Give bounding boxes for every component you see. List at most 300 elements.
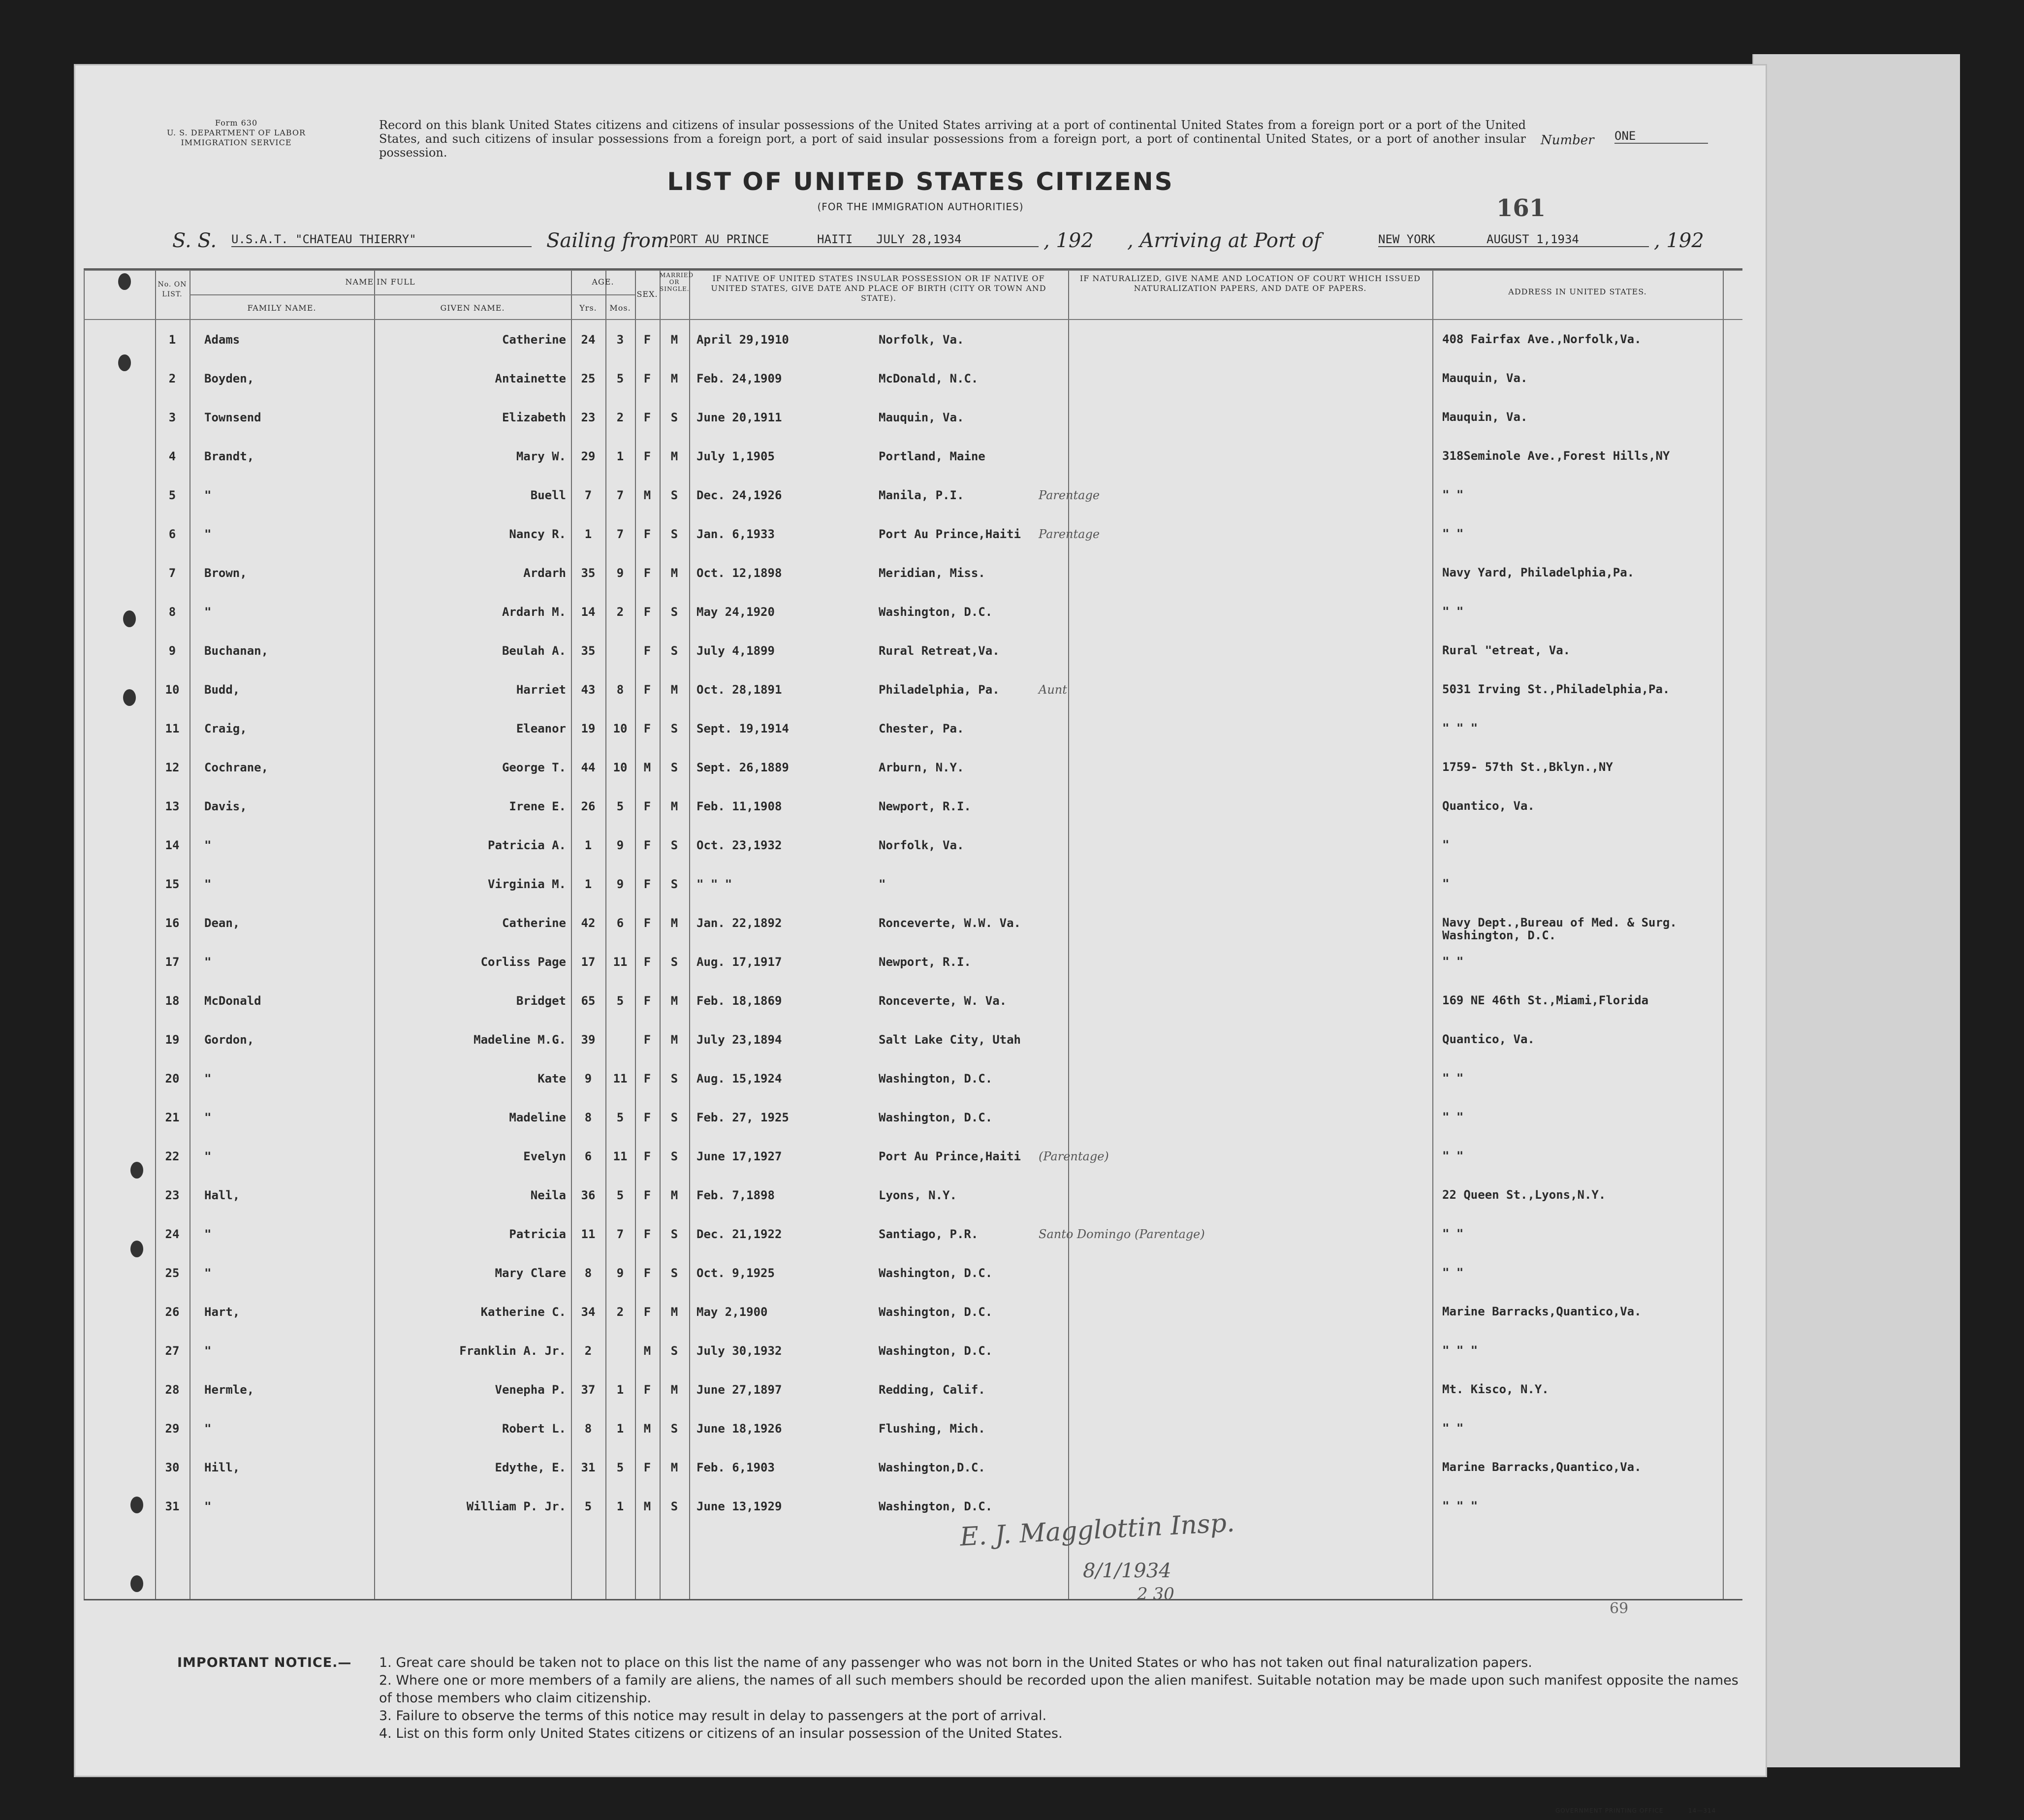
header-mos: Mos. [609, 303, 631, 313]
page-title: LIST OF UNITED STATES CITIZENS [667, 167, 1174, 196]
row-number: 1 [168, 333, 176, 347]
notice-item-3: 3. Failure to observe the terms of this notice may result in delay to passengers at the port of arrival. [379, 1708, 1047, 1724]
table-row [84, 1296, 1742, 1334]
family-name: Hall, [204, 1188, 240, 1202]
table-row [84, 1102, 1742, 1139]
given-name: Bridget [516, 994, 566, 1008]
sex: F [643, 566, 651, 580]
given-name: Eleanor [516, 722, 566, 735]
family-name: " [204, 1111, 212, 1124]
family-name: " [204, 877, 212, 891]
table-row [84, 402, 1742, 439]
married-status: M [670, 916, 678, 930]
age-years: 11 [581, 1227, 596, 1241]
birth-date: June 27,1897 [696, 1383, 782, 1397]
table-row [84, 752, 1742, 789]
row-number: 4 [168, 449, 176, 463]
married-status: S [670, 1072, 678, 1086]
given-name: Catherine [502, 916, 566, 930]
age-months: 5 [616, 1461, 624, 1474]
birth-place: Washington, D.C. [879, 1072, 993, 1086]
family-name: Gordon, [204, 1033, 254, 1047]
ship-name: U.S.A.T. "CHATEAU THIERRY" [231, 232, 532, 247]
row-number: 18 [165, 994, 180, 1008]
sex: F [643, 1188, 651, 1202]
age-months: 3 [616, 333, 624, 347]
sex: M [643, 488, 651, 502]
age-years: 36 [581, 1188, 596, 1202]
age-years: 8 [584, 1266, 592, 1280]
row-number: 26 [165, 1305, 180, 1319]
binder-hole [118, 273, 131, 290]
given-name: Mary Clare [495, 1266, 566, 1280]
to-port: NEW YORK [1378, 232, 1486, 247]
age-years: 35 [581, 644, 596, 658]
table-row [84, 1141, 1742, 1178]
family-name: " [204, 1149, 212, 1163]
row-number: 7 [168, 566, 176, 580]
age-years: 17 [581, 955, 596, 969]
binder-hole [130, 1497, 143, 1513]
married-status: S [670, 411, 678, 424]
ss-label: S. S. [172, 229, 217, 252]
birth-date: April 29,1910 [696, 333, 789, 347]
birth-date: " " " [696, 877, 732, 891]
age-months: 11 [613, 1072, 628, 1086]
table-row [84, 1374, 1742, 1411]
family-name: Davis, [204, 799, 247, 813]
sailing-label: Sailing from [546, 229, 669, 252]
birth-date: Jan. 22,1892 [696, 916, 782, 930]
birth-place: " [879, 877, 886, 891]
sex: F [643, 644, 651, 658]
sex: F [643, 838, 651, 852]
family-name: Hart, [204, 1305, 240, 1319]
age-months: 9 [616, 877, 624, 891]
birth-place: Newport, R.I. [879, 799, 971, 813]
passenger-table [84, 268, 1742, 1604]
family-name: " [204, 1072, 212, 1086]
table-row [84, 907, 1742, 945]
corner-mark: 69 [1610, 1600, 1629, 1617]
age-months: 10 [613, 722, 628, 735]
table-row [84, 324, 1742, 361]
address: " " [1442, 1149, 1464, 1163]
age-years: 43 [581, 683, 596, 697]
header-age: AGE. [592, 277, 614, 287]
married-status: M [670, 449, 678, 463]
birth-place: Washington, D.C. [879, 1305, 993, 1319]
row-number: 12 [165, 761, 180, 774]
age-years: 35 [581, 566, 596, 580]
binder-hole [123, 689, 136, 706]
address: Rural "etreat, Va. [1442, 643, 1571, 657]
married-status: S [670, 1149, 678, 1163]
row-number: 30 [165, 1461, 180, 1474]
age-months: 5 [616, 994, 624, 1008]
form-code: 14—314 [1688, 1807, 1716, 1814]
given-name: Ardarh M. [502, 605, 566, 619]
age-years: 14 [581, 605, 596, 619]
married-status: M [670, 683, 678, 697]
row-number: 24 [165, 1227, 180, 1241]
row-number: 17 [165, 955, 180, 969]
handwritten-note: (Parentage) [1039, 1149, 1109, 1163]
given-name: Franklin A. Jr. [459, 1344, 566, 1358]
birth-date: May 24,1920 [696, 605, 775, 619]
row-number: 29 [165, 1422, 180, 1436]
given-name: Catherine [502, 333, 566, 347]
age-years: 42 [581, 916, 596, 930]
address: Marine Barracks,Quantico,Va. [1442, 1460, 1642, 1474]
married-status: S [670, 955, 678, 969]
sex: M [643, 761, 651, 774]
birth-date: Jan. 6,1933 [696, 527, 775, 541]
birth-date: June 18,1926 [696, 1422, 782, 1436]
married-status: S [670, 1266, 678, 1280]
address: " " [1442, 1421, 1464, 1435]
manifest-page [74, 64, 1767, 1814]
age-years: 39 [581, 1033, 596, 1047]
married-status: S [670, 877, 678, 891]
notice-item-2: 2. Where one or more members of a family are aliens, the names of all such members should be recorded upon the alien manifest. Suitable notation may be made upon such manifest opposite the names of those members who claim citizenship. [379, 1673, 1739, 1706]
row-number: 28 [165, 1383, 180, 1397]
address: " " [1442, 1266, 1464, 1279]
address: 22 Queen St.,Lyons,N.Y. [1442, 1188, 1606, 1202]
married-status: M [670, 372, 678, 385]
married-status: S [670, 722, 678, 735]
age-months: 1 [616, 449, 624, 463]
sex: F [643, 333, 651, 347]
age-years: 31 [581, 1461, 596, 1474]
given-name: Patricia [509, 1227, 566, 1241]
row-number: 13 [165, 799, 180, 813]
age-years: 1 [584, 838, 592, 852]
given-name: Antainette [495, 372, 566, 385]
important-notice [177, 1654, 1742, 1814]
table-row [84, 1257, 1742, 1295]
number-value: ONE [1614, 129, 1708, 144]
age-months: 10 [613, 761, 628, 774]
birth-place: Rural Retreat,Va. [879, 644, 1000, 658]
address: Quantico, Va. [1442, 799, 1535, 813]
row-number: 9 [168, 644, 176, 658]
married-status: S [670, 1344, 678, 1358]
sex: F [643, 994, 651, 1008]
row-number: 2 [168, 372, 176, 385]
birth-place: Norfolk, Va. [879, 838, 964, 852]
age-years: 26 [581, 799, 596, 813]
age-years: 2 [584, 1344, 592, 1358]
given-name: Neila [530, 1188, 566, 1202]
address: 1759- 57th St.,Bklyn.,NY [1442, 760, 1613, 774]
table-row [84, 791, 1742, 828]
table-row [84, 674, 1742, 711]
birth-place: Lyons, N.Y. [879, 1188, 957, 1202]
table-row [84, 868, 1742, 906]
address: " " [1442, 527, 1464, 541]
birth-place: Port Au Prince,Haiti [879, 1149, 1021, 1163]
sex: F [643, 411, 651, 424]
address: " " " [1442, 721, 1478, 735]
age-months: 9 [616, 1266, 624, 1280]
table-row [84, 518, 1742, 556]
family-name: Brandt, [204, 449, 254, 463]
birth-place: Washington,D.C. [879, 1461, 985, 1474]
age-years: 65 [581, 994, 596, 1008]
form-id: Form 630 [215, 118, 258, 128]
married-status: S [670, 605, 678, 619]
birth-date: May 2,1900 [696, 1305, 768, 1319]
age-years: 6 [584, 1149, 592, 1163]
married-status: M [670, 799, 678, 813]
age-months: 6 [616, 916, 624, 930]
header-married-or-single: MARRIED OR SINGLE. [660, 272, 694, 292]
table-row [84, 830, 1742, 867]
form-dept: U. S. DEPARTMENT OF LABOR [166, 128, 306, 137]
birth-place: Manila, P.I. [879, 488, 964, 502]
married-status: S [670, 644, 678, 658]
birth-place: Flushing, Mich. [879, 1422, 985, 1436]
married-status: M [670, 566, 678, 580]
birth-place: Washington, D.C. [879, 605, 993, 619]
birth-place: McDonald, N.C. [879, 372, 979, 385]
inspector-signature: E. J. Magglottin Insp. [959, 1508, 1235, 1552]
age-years: 1 [584, 877, 592, 891]
sex: F [643, 372, 651, 385]
age-years: 37 [581, 1383, 596, 1397]
address: 408 Fairfax Ave.,Norfolk,Va. [1442, 332, 1642, 346]
sex: F [643, 1111, 651, 1124]
birth-date: July 30,1932 [696, 1344, 782, 1358]
given-name: Robert L. [502, 1422, 566, 1436]
given-name: Venepha P. [495, 1383, 566, 1397]
given-name: Virginia M. [488, 877, 566, 891]
sex: F [643, 877, 651, 891]
age-months: 2 [616, 605, 624, 619]
family-name: " [204, 838, 212, 852]
family-name: Hill, [204, 1461, 240, 1474]
sex: F [643, 955, 651, 969]
given-name: Nancy R. [509, 527, 566, 541]
sex: F [643, 1305, 651, 1319]
sex: F [643, 1072, 651, 1086]
header-given-name: GIVEN NAME. [440, 303, 505, 313]
family-name: " [204, 1227, 212, 1241]
age-years: 9 [584, 1072, 592, 1086]
address: " " " [1442, 1499, 1478, 1513]
age-months: 8 [616, 683, 624, 697]
birth-place: Philadelphia, Pa. [879, 683, 1000, 697]
year-field-1: , 192 [1044, 229, 1094, 252]
binder-hole [130, 1162, 143, 1179]
table-row [84, 1413, 1742, 1450]
header-name-in-full: NAME IN FULL [345, 277, 415, 287]
from-date: JULY 28,1934 [876, 232, 1039, 247]
sex: M [643, 1344, 651, 1358]
sex: M [643, 1500, 651, 1513]
address: Mauquin, Va. [1442, 410, 1528, 424]
address: " [1442, 838, 1450, 852]
family-name: Buchanan, [204, 644, 269, 658]
age-years: 25 [581, 372, 596, 385]
birth-date: Feb. 27, 1925 [696, 1111, 789, 1124]
given-name: Patricia A. [488, 838, 566, 852]
signature-time: 2 30 [1137, 1584, 1174, 1604]
handwritten-note: Parentage [1039, 488, 1100, 502]
table-row [84, 363, 1742, 400]
age-years: 8 [584, 1422, 592, 1436]
birth-place: Redding, Calif. [879, 1383, 985, 1397]
form-header [133, 118, 340, 148]
birth-place: Portland, Maine [879, 449, 985, 463]
address: " " [1442, 1227, 1464, 1241]
address: " " [1442, 1071, 1464, 1085]
family-name: " [204, 1344, 212, 1358]
sex: F [643, 449, 651, 463]
birth-date: June 17,1927 [696, 1149, 782, 1163]
from-country: HAITI [817, 232, 876, 247]
row-number: 22 [165, 1149, 180, 1163]
address: Quantico, Va. [1442, 1032, 1535, 1046]
notice-item-1: 1. Great care should be taken not to place on this list the name of any passenger who was not born in the United States or who has not taken out final naturalization papers. [379, 1655, 1532, 1670]
handwritten-note: Santo Domingo (Parentage) [1039, 1227, 1205, 1241]
table-row [84, 1180, 1742, 1217]
married-status: S [670, 1422, 678, 1436]
family-name: " [204, 488, 212, 502]
family-name: " [204, 1422, 212, 1436]
birth-place: Santiago, P.R. [879, 1227, 979, 1241]
married-status: S [670, 527, 678, 541]
row-number: 27 [165, 1344, 180, 1358]
married-status: S [670, 761, 678, 774]
address: " " [1442, 488, 1464, 502]
age-months: 7 [616, 488, 624, 502]
header-naturalized: IF NATURALIZED, GIVE NAME AND LOCATION OF COURT WHICH ISSUED NATURALIZATION PAPERS, AND DATE OF PAPERS. [1079, 274, 1421, 293]
birth-date: June 13,1929 [696, 1500, 782, 1513]
married-status: S [670, 488, 678, 502]
age-months: 5 [616, 1188, 624, 1202]
table-row [84, 985, 1742, 1022]
address: Navy Yard, Philadelphia,Pa. [1442, 566, 1635, 579]
year-field-2: , 192 [1654, 229, 1704, 252]
address: " [1442, 877, 1450, 891]
birth-place: Washington, D.C. [879, 1344, 993, 1358]
page-stamp: 161 [1496, 194, 1546, 222]
family-name: Craig, [204, 722, 247, 735]
married-status: S [670, 1111, 678, 1124]
age-months: 11 [613, 955, 628, 969]
age-years: 24 [581, 333, 596, 347]
sex: F [643, 1033, 651, 1047]
table-row [84, 1452, 1742, 1489]
handwritten-note: Parentage [1039, 527, 1100, 541]
sex: F [643, 722, 651, 735]
given-name: Elizabeth [502, 411, 566, 424]
family-name: Adams [204, 333, 240, 347]
row-number: 23 [165, 1188, 180, 1202]
given-name: Harriet [516, 683, 566, 697]
age-years: 1 [584, 527, 592, 541]
record-instructions: Record on this blank United States citizens and citizens of insular possessions of the United States arriving at a port of continental United States from a foreign port or a port of the United States, and such citizens of insular possessions from a foreign port, a port of said insular possessions from a foreign port, a port of continental United States, or a port of another insular possession. [379, 118, 1526, 160]
birth-place: Newport, R.I. [879, 955, 971, 969]
family-name: " [204, 1266, 212, 1280]
age-years: 19 [581, 722, 596, 735]
married-status: M [670, 1461, 678, 1474]
header-family-name: FAMILY NAME. [247, 303, 316, 313]
sex: F [643, 799, 651, 813]
handwritten-note: Aunt [1039, 683, 1067, 697]
table-row [84, 479, 1742, 517]
binder-hole [130, 1241, 143, 1257]
address: " " [1442, 955, 1464, 968]
address: Mauquin, Va. [1442, 371, 1528, 385]
birth-date: Feb. 24,1909 [696, 372, 782, 385]
birth-date: Feb. 7,1898 [696, 1188, 775, 1202]
married-status: M [670, 1383, 678, 1397]
family-name: Hermle, [204, 1383, 254, 1397]
sex: F [643, 683, 651, 697]
row-number: 10 [165, 683, 180, 697]
binder-hole [130, 1575, 143, 1592]
sex: F [643, 527, 651, 541]
birth-place: Chester, Pa. [879, 722, 964, 735]
birth-place: Ronceverte, W.W. Va. [879, 916, 1021, 930]
given-name: George T. [502, 761, 566, 774]
address: " " [1442, 1110, 1464, 1124]
given-name: Ardarh [523, 566, 566, 580]
notice-item-4: 4. List on this form only United States citizens or citizens of an insular possession of the United States. [379, 1726, 1063, 1741]
married-status: M [670, 1033, 678, 1047]
back-sheet [1752, 54, 1960, 1767]
birth-place: Washington, D.C. [879, 1266, 993, 1280]
age-months: 1 [616, 1422, 624, 1436]
given-name: Madeline M.G. [474, 1033, 566, 1047]
voyage-line [172, 226, 1747, 256]
given-name: Madeline [509, 1111, 566, 1124]
birth-place: Norfolk, Va. [879, 333, 964, 347]
birth-date: July 1,1905 [696, 449, 775, 463]
age-months: 7 [616, 527, 624, 541]
given-name: Katherine C. [480, 1305, 566, 1319]
row-number: 20 [165, 1072, 180, 1086]
row-number: 8 [168, 605, 176, 619]
married-status: M [670, 333, 678, 347]
address: Marine Barracks,Quantico,Va. [1442, 1305, 1642, 1318]
birth-place: Meridian, Miss. [879, 566, 985, 580]
table-row [84, 635, 1742, 672]
married-status: M [670, 994, 678, 1008]
given-name: Irene E. [509, 799, 566, 813]
birth-place: Port Au Prince,Haiti [879, 527, 1021, 541]
row-number: 5 [168, 488, 176, 502]
sex: F [643, 1149, 651, 1163]
birth-place: Washington, D.C. [879, 1111, 993, 1124]
age-years: 29 [581, 449, 596, 463]
family-name: " [204, 955, 212, 969]
age-months: 5 [616, 799, 624, 813]
row-number: 31 [165, 1500, 180, 1513]
table-row [84, 1218, 1742, 1256]
binder-hole [123, 610, 136, 627]
table-row [84, 1335, 1742, 1373]
printer-mark: GOVERNMENT PRINTING OFFICE [1555, 1807, 1664, 1814]
from-port: PORT AU PRINCE [669, 232, 817, 247]
sex: F [643, 1266, 651, 1280]
table-row [84, 713, 1742, 750]
sex: F [643, 916, 651, 930]
row-number: 14 [165, 838, 180, 852]
